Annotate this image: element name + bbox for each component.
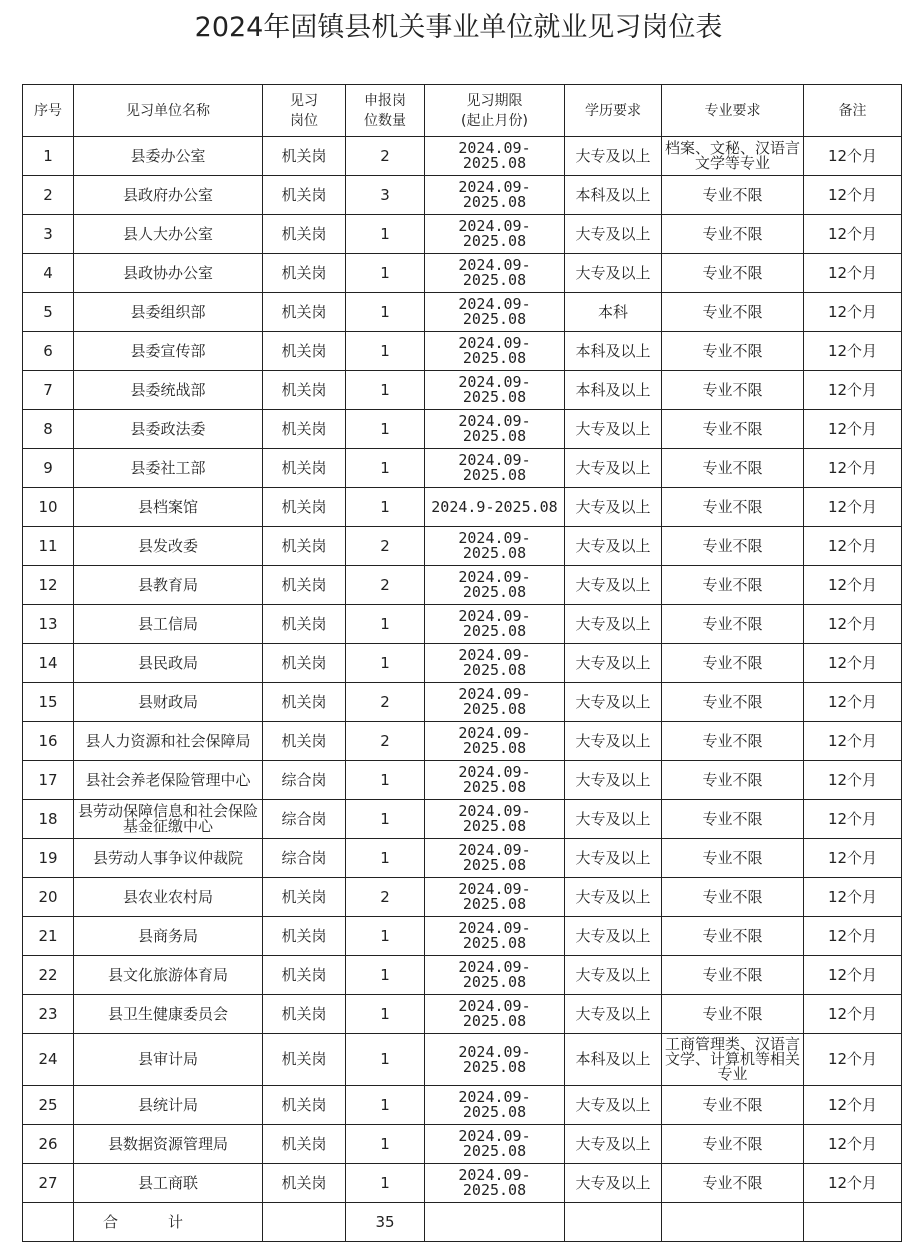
cell-edu: 大专及以上 bbox=[565, 137, 662, 176]
table-row bbox=[23, 410, 902, 449]
cell-post: 机关岗 bbox=[263, 527, 346, 566]
cell-count: 1 bbox=[346, 410, 425, 449]
page-title: 2024年固镇县机关事业单位就业见习岗位表 bbox=[194, 12, 723, 43]
cell-period: 2024.09-2025.08 bbox=[425, 644, 565, 683]
cell-post: 机关岗 bbox=[263, 371, 346, 410]
cell-edu: 大专及以上 bbox=[565, 683, 662, 722]
cell-edu: 大专及以上 bbox=[565, 722, 662, 761]
cell-seq: 9 bbox=[23, 449, 74, 488]
cell-major: 专业不限 bbox=[662, 566, 804, 605]
cell-major: 专业不限 bbox=[662, 332, 804, 371]
cell-seq: 2 bbox=[23, 176, 74, 215]
cell-unit: 县委政法委 bbox=[74, 410, 263, 449]
cell-period: 2024.09-2025.08 bbox=[425, 449, 565, 488]
cell-note: 12个月 bbox=[804, 605, 902, 644]
cell-unit: 县人大办公室 bbox=[74, 215, 263, 254]
cell-edu: 大专及以上 bbox=[565, 917, 662, 956]
total-period bbox=[425, 1203, 565, 1242]
cell-seq: 7 bbox=[23, 371, 74, 410]
cell-edu: 大专及以上 bbox=[565, 566, 662, 605]
cell-seq: 10 bbox=[23, 488, 74, 527]
cell-unit: 县民政局 bbox=[74, 644, 263, 683]
cell-note: 12个月 bbox=[804, 254, 902, 293]
cell-post: 机关岗 bbox=[263, 293, 346, 332]
cell-unit: 县政协办公室 bbox=[74, 254, 263, 293]
cell-edu: 大专及以上 bbox=[565, 878, 662, 917]
cell-post: 机关岗 bbox=[263, 566, 346, 605]
header-row bbox=[23, 85, 902, 137]
table-row bbox=[23, 917, 902, 956]
cell-count: 2 bbox=[346, 683, 425, 722]
cell-major: 档案、文秘、汉语言文学等专业 bbox=[662, 137, 804, 176]
cell-count: 1 bbox=[346, 839, 425, 878]
header-major: 专业要求 bbox=[662, 85, 804, 137]
header-count: 申报岗 位数量 bbox=[346, 85, 425, 137]
cell-edu: 大专及以上 bbox=[565, 1125, 662, 1164]
cell-post: 机关岗 bbox=[263, 215, 346, 254]
cell-major: 专业不限 bbox=[662, 254, 804, 293]
cell-major: 专业不限 bbox=[662, 449, 804, 488]
cell-period: 2024.09-2025.08 bbox=[425, 1125, 565, 1164]
table-row bbox=[23, 878, 902, 917]
cell-period: 2024.09-2025.08 bbox=[425, 332, 565, 371]
cell-post: 机关岗 bbox=[263, 605, 346, 644]
cell-seq: 27 bbox=[23, 1164, 74, 1203]
cell-major: 专业不限 bbox=[662, 644, 804, 683]
cell-note: 12个月 bbox=[804, 683, 902, 722]
cell-note: 12个月 bbox=[804, 332, 902, 371]
cell-seq: 3 bbox=[23, 215, 74, 254]
table-body bbox=[23, 137, 902, 1203]
cell-period: 2024.09-2025.08 bbox=[425, 137, 565, 176]
cell-count: 1 bbox=[346, 1164, 425, 1203]
cell-edu: 本科 bbox=[565, 293, 662, 332]
cell-seq: 11 bbox=[23, 527, 74, 566]
cell-note: 12个月 bbox=[804, 449, 902, 488]
cell-post: 综合岗 bbox=[263, 800, 346, 839]
cell-major: 工商管理类、汉语言文学、计算机等相关专业 bbox=[662, 1034, 804, 1086]
cell-period: 2024.09-2025.08 bbox=[425, 917, 565, 956]
cell-period: 2024.9-2025.08 bbox=[425, 488, 565, 527]
total-major bbox=[662, 1203, 804, 1242]
cell-seq: 22 bbox=[23, 956, 74, 995]
cell-unit: 县数据资源管理局 bbox=[74, 1125, 263, 1164]
cell-period: 2024.09-2025.08 bbox=[425, 956, 565, 995]
cell-seq: 18 bbox=[23, 800, 74, 839]
cell-post: 综合岗 bbox=[263, 761, 346, 800]
cell-count: 2 bbox=[346, 527, 425, 566]
cell-post: 机关岗 bbox=[263, 878, 346, 917]
cell-seq: 8 bbox=[23, 410, 74, 449]
header-note: 备注 bbox=[804, 85, 902, 137]
cell-unit: 县劳动保障信息和社会保险基金征缴中心 bbox=[74, 800, 263, 839]
cell-edu: 大专及以上 bbox=[565, 995, 662, 1034]
table-row bbox=[23, 761, 902, 800]
header-edu: 学历要求 bbox=[565, 85, 662, 137]
cell-major: 专业不限 bbox=[662, 878, 804, 917]
cell-count: 2 bbox=[346, 878, 425, 917]
cell-period: 2024.09-2025.08 bbox=[425, 1034, 565, 1086]
cell-unit: 县委社工部 bbox=[74, 449, 263, 488]
cell-post: 机关岗 bbox=[263, 488, 346, 527]
total-row bbox=[23, 1203, 902, 1242]
cell-major: 专业不限 bbox=[662, 293, 804, 332]
cell-period: 2024.09-2025.08 bbox=[425, 1164, 565, 1203]
table-row bbox=[23, 644, 902, 683]
cell-post: 机关岗 bbox=[263, 410, 346, 449]
cell-count: 1 bbox=[346, 215, 425, 254]
cell-note: 12个月 bbox=[804, 410, 902, 449]
table-row bbox=[23, 1086, 902, 1125]
table-row bbox=[23, 956, 902, 995]
cell-period: 2024.09-2025.08 bbox=[425, 566, 565, 605]
cell-major: 专业不限 bbox=[662, 839, 804, 878]
cell-count: 3 bbox=[346, 176, 425, 215]
cell-post: 机关岗 bbox=[263, 1034, 346, 1086]
table-row bbox=[23, 722, 902, 761]
table-row bbox=[23, 1034, 902, 1086]
cell-note: 12个月 bbox=[804, 1164, 902, 1203]
cell-edu: 大专及以上 bbox=[565, 488, 662, 527]
cell-edu: 本科及以上 bbox=[565, 176, 662, 215]
cell-major: 专业不限 bbox=[662, 1086, 804, 1125]
table-row bbox=[23, 215, 902, 254]
total-label: 合计 bbox=[74, 1203, 263, 1242]
cell-unit: 县委宣传部 bbox=[74, 332, 263, 371]
cell-period: 2024.09-2025.08 bbox=[425, 293, 565, 332]
cell-period: 2024.09-2025.08 bbox=[425, 683, 565, 722]
cell-edu: 大专及以上 bbox=[565, 449, 662, 488]
cell-major: 专业不限 bbox=[662, 917, 804, 956]
cell-unit: 县审计局 bbox=[74, 1034, 263, 1086]
cell-major: 专业不限 bbox=[662, 1164, 804, 1203]
cell-period: 2024.09-2025.08 bbox=[425, 878, 565, 917]
cell-major: 专业不限 bbox=[662, 722, 804, 761]
cell-seq: 14 bbox=[23, 644, 74, 683]
header-seq: 序号 bbox=[23, 85, 74, 137]
cell-post: 机关岗 bbox=[263, 956, 346, 995]
cell-note: 12个月 bbox=[804, 917, 902, 956]
cell-edu: 大专及以上 bbox=[565, 839, 662, 878]
cell-seq: 16 bbox=[23, 722, 74, 761]
table-row bbox=[23, 293, 902, 332]
cell-note: 12个月 bbox=[804, 488, 902, 527]
cell-note: 12个月 bbox=[804, 215, 902, 254]
total-note bbox=[804, 1203, 902, 1242]
cell-seq: 4 bbox=[23, 254, 74, 293]
cell-edu: 本科及以上 bbox=[565, 332, 662, 371]
table-row bbox=[23, 566, 902, 605]
cell-unit: 县财政局 bbox=[74, 683, 263, 722]
cell-period: 2024.09-2025.08 bbox=[425, 761, 565, 800]
table-row bbox=[23, 371, 902, 410]
table-row bbox=[23, 176, 902, 215]
cell-seq: 24 bbox=[23, 1034, 74, 1086]
cell-post: 机关岗 bbox=[263, 176, 346, 215]
cell-unit: 县社会养老保险管理中心 bbox=[74, 761, 263, 800]
cell-seq: 15 bbox=[23, 683, 74, 722]
cell-seq: 21 bbox=[23, 917, 74, 956]
cell-seq: 20 bbox=[23, 878, 74, 917]
cell-unit: 县委组织部 bbox=[74, 293, 263, 332]
cell-period: 2024.09-2025.08 bbox=[425, 605, 565, 644]
cell-unit: 县发改委 bbox=[74, 527, 263, 566]
cell-period: 2024.09-2025.08 bbox=[425, 722, 565, 761]
cell-period: 2024.09-2025.08 bbox=[425, 254, 565, 293]
cell-edu: 大专及以上 bbox=[565, 410, 662, 449]
table-row bbox=[23, 332, 902, 371]
cell-major: 专业不限 bbox=[662, 995, 804, 1034]
cell-note: 12个月 bbox=[804, 761, 902, 800]
cell-edu: 本科及以上 bbox=[565, 371, 662, 410]
cell-major: 专业不限 bbox=[662, 371, 804, 410]
cell-post: 机关岗 bbox=[263, 995, 346, 1034]
cell-count: 1 bbox=[346, 917, 425, 956]
cell-post: 机关岗 bbox=[263, 254, 346, 293]
cell-post: 综合岗 bbox=[263, 839, 346, 878]
cell-seq: 5 bbox=[23, 293, 74, 332]
cell-seq: 25 bbox=[23, 1086, 74, 1125]
cell-edu: 大专及以上 bbox=[565, 956, 662, 995]
cell-note: 12个月 bbox=[804, 1034, 902, 1086]
cell-edu: 大专及以上 bbox=[565, 800, 662, 839]
total-post bbox=[263, 1203, 346, 1242]
cell-seq: 23 bbox=[23, 995, 74, 1034]
cell-count: 1 bbox=[346, 956, 425, 995]
cell-note: 12个月 bbox=[804, 566, 902, 605]
cell-note: 12个月 bbox=[804, 371, 902, 410]
cell-major: 专业不限 bbox=[662, 1125, 804, 1164]
cell-unit: 县政府办公室 bbox=[74, 176, 263, 215]
cell-unit: 县档案馆 bbox=[74, 488, 263, 527]
cell-unit: 县人力资源和社会保障局 bbox=[74, 722, 263, 761]
cell-post: 机关岗 bbox=[263, 917, 346, 956]
cell-unit: 县农业农村局 bbox=[74, 878, 263, 917]
cell-unit: 县统计局 bbox=[74, 1086, 263, 1125]
cell-note: 12个月 bbox=[804, 722, 902, 761]
cell-major: 专业不限 bbox=[662, 215, 804, 254]
cell-edu: 本科及以上 bbox=[565, 1034, 662, 1086]
table-row bbox=[23, 683, 902, 722]
cell-note: 12个月 bbox=[804, 800, 902, 839]
cell-count: 2 bbox=[346, 137, 425, 176]
cell-edu: 大专及以上 bbox=[565, 1164, 662, 1203]
cell-unit: 县劳动人事争议仲裁院 bbox=[74, 839, 263, 878]
cell-period: 2024.09-2025.08 bbox=[425, 176, 565, 215]
cell-count: 1 bbox=[346, 605, 425, 644]
table-row bbox=[23, 449, 902, 488]
cell-post: 机关岗 bbox=[263, 644, 346, 683]
header-post: 见习 岗位 bbox=[263, 85, 346, 137]
cell-edu: 大专及以上 bbox=[565, 605, 662, 644]
table-row bbox=[23, 527, 902, 566]
cell-seq: 1 bbox=[23, 137, 74, 176]
cell-seq: 12 bbox=[23, 566, 74, 605]
table-row bbox=[23, 839, 902, 878]
cell-period: 2024.09-2025.08 bbox=[425, 527, 565, 566]
cell-post: 机关岗 bbox=[263, 722, 346, 761]
cell-count: 1 bbox=[346, 371, 425, 410]
cell-major: 专业不限 bbox=[662, 761, 804, 800]
cell-period: 2024.09-2025.08 bbox=[425, 995, 565, 1034]
cell-edu: 大专及以上 bbox=[565, 527, 662, 566]
cell-note: 12个月 bbox=[804, 878, 902, 917]
cell-note: 12个月 bbox=[804, 956, 902, 995]
cell-period: 2024.09-2025.08 bbox=[425, 371, 565, 410]
cell-edu: 大专及以上 bbox=[565, 215, 662, 254]
cell-post: 机关岗 bbox=[263, 137, 346, 176]
cell-count: 1 bbox=[346, 488, 425, 527]
header-period: 见习期限 (起止月份) bbox=[425, 85, 565, 137]
cell-major: 专业不限 bbox=[662, 683, 804, 722]
table-row bbox=[23, 254, 902, 293]
cell-post: 机关岗 bbox=[263, 332, 346, 371]
table-row bbox=[23, 1125, 902, 1164]
cell-edu: 大专及以上 bbox=[565, 254, 662, 293]
cell-unit: 县教育局 bbox=[74, 566, 263, 605]
cell-count: 1 bbox=[346, 449, 425, 488]
cell-period: 2024.09-2025.08 bbox=[425, 410, 565, 449]
cell-period: 2024.09-2025.08 bbox=[425, 800, 565, 839]
cell-seq: 19 bbox=[23, 839, 74, 878]
table-row bbox=[23, 137, 902, 176]
total-count: 35 bbox=[346, 1203, 425, 1242]
cell-post: 机关岗 bbox=[263, 1125, 346, 1164]
cell-count: 1 bbox=[346, 332, 425, 371]
cell-post: 机关岗 bbox=[263, 1086, 346, 1125]
cell-major: 专业不限 bbox=[662, 956, 804, 995]
table-row bbox=[23, 1164, 902, 1203]
table-row bbox=[23, 800, 902, 839]
cell-major: 专业不限 bbox=[662, 527, 804, 566]
cell-unit: 县工信局 bbox=[74, 605, 263, 644]
positions-table bbox=[22, 84, 902, 1242]
cell-period: 2024.09-2025.08 bbox=[425, 1086, 565, 1125]
cell-note: 12个月 bbox=[804, 137, 902, 176]
cell-period: 2024.09-2025.08 bbox=[425, 839, 565, 878]
cell-unit: 县商务局 bbox=[74, 917, 263, 956]
cell-major: 专业不限 bbox=[662, 176, 804, 215]
cell-count: 1 bbox=[346, 1125, 425, 1164]
cell-note: 12个月 bbox=[804, 1125, 902, 1164]
cell-count: 1 bbox=[346, 1086, 425, 1125]
cell-unit: 县委统战部 bbox=[74, 371, 263, 410]
cell-count: 1 bbox=[346, 293, 425, 332]
cell-unit: 县文化旅游体育局 bbox=[74, 956, 263, 995]
cell-edu: 大专及以上 bbox=[565, 1086, 662, 1125]
table-row bbox=[23, 605, 902, 644]
cell-seq: 17 bbox=[23, 761, 74, 800]
cell-note: 12个月 bbox=[804, 995, 902, 1034]
cell-count: 1 bbox=[346, 254, 425, 293]
total-edu bbox=[565, 1203, 662, 1242]
cell-note: 12个月 bbox=[804, 644, 902, 683]
cell-note: 12个月 bbox=[804, 176, 902, 215]
cell-major: 专业不限 bbox=[662, 488, 804, 527]
cell-post: 机关岗 bbox=[263, 449, 346, 488]
cell-seq: 26 bbox=[23, 1125, 74, 1164]
cell-unit: 县委办公室 bbox=[74, 137, 263, 176]
total-seq bbox=[23, 1203, 74, 1242]
cell-count: 2 bbox=[346, 722, 425, 761]
cell-count: 2 bbox=[346, 566, 425, 605]
cell-count: 1 bbox=[346, 995, 425, 1034]
header-unit: 见习单位名称 bbox=[74, 85, 263, 137]
cell-unit: 县工商联 bbox=[74, 1164, 263, 1203]
cell-count: 1 bbox=[346, 644, 425, 683]
cell-note: 12个月 bbox=[804, 293, 902, 332]
cell-post: 机关岗 bbox=[263, 683, 346, 722]
cell-count: 1 bbox=[346, 761, 425, 800]
cell-major: 专业不限 bbox=[662, 410, 804, 449]
cell-note: 12个月 bbox=[804, 839, 902, 878]
cell-seq: 6 bbox=[23, 332, 74, 371]
cell-edu: 大专及以上 bbox=[565, 761, 662, 800]
cell-period: 2024.09-2025.08 bbox=[425, 215, 565, 254]
cell-seq: 13 bbox=[23, 605, 74, 644]
cell-major: 专业不限 bbox=[662, 605, 804, 644]
cell-post: 机关岗 bbox=[263, 1164, 346, 1203]
cell-count: 1 bbox=[346, 1034, 425, 1086]
cell-unit: 县卫生健康委员会 bbox=[74, 995, 263, 1034]
cell-major: 专业不限 bbox=[662, 800, 804, 839]
table-row bbox=[23, 488, 902, 527]
table-row bbox=[23, 995, 902, 1034]
cell-count: 1 bbox=[346, 800, 425, 839]
cell-edu: 大专及以上 bbox=[565, 644, 662, 683]
cell-note: 12个月 bbox=[804, 1086, 902, 1125]
cell-note: 12个月 bbox=[804, 527, 902, 566]
